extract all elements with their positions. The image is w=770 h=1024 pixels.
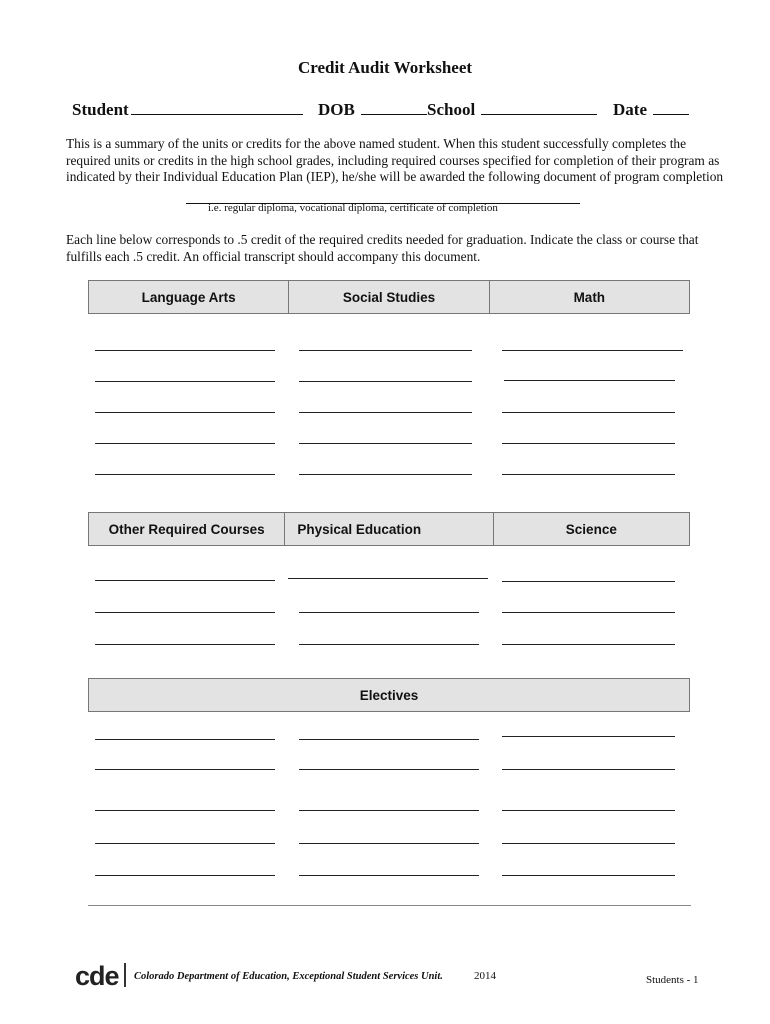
other-required-line[interactable] (95, 580, 275, 581)
language-arts-line[interactable] (95, 474, 275, 475)
page-title: Credit Audit Worksheet (297, 58, 473, 77)
footer-organization: Colorado Department of Education, Exceptional Student Services Unit. (134, 971, 443, 982)
language-arts-header: Language Arts (141, 289, 236, 305)
elective-line[interactable] (299, 739, 479, 740)
intro-paragraph: This is a summary of the units or credits for the above named student. When this student successfully completes the required units or credits in the high school grades, including required courses specified for completion of their program as indicated by their Individual Education Plan (IEP), he/she will be awarded the following document of program completion (66, 136, 724, 185)
dob-field[interactable] (318, 100, 427, 120)
student-label: Student (72, 100, 129, 119)
date-input-line[interactable] (653, 100, 689, 115)
math-line[interactable] (504, 380, 675, 381)
dob-input-line[interactable] (361, 100, 427, 115)
elective-line[interactable] (95, 769, 275, 770)
instructions-paragraph: Each line below corresponds to .5 credit of the required credits needed for graduation. Indicate the class or course that fulfills each .5 credit. An official transcript should accompany this document. (66, 232, 699, 264)
elective-line[interactable] (299, 810, 479, 811)
elective-line[interactable] (502, 875, 675, 876)
electives-header-box (88, 678, 690, 712)
school-field[interactable] (427, 100, 597, 120)
student-field[interactable] (72, 100, 303, 120)
school-label: School (427, 100, 476, 119)
elective-line[interactable] (95, 843, 275, 844)
social-studies-header: Social Studies (288, 281, 488, 313)
math-header: Math (489, 281, 689, 313)
logo-divider (124, 963, 126, 987)
language-arts-line[interactable] (95, 350, 275, 351)
elective-line[interactable] (502, 843, 675, 844)
science-line[interactable] (502, 644, 675, 645)
date-label: Date (613, 100, 647, 119)
elective-line[interactable] (299, 875, 479, 876)
other-required-line[interactable] (95, 644, 275, 645)
page-number: Students - 1 (646, 974, 699, 986)
completion-hint: i.e. regular diploma, vocational diploma, certificate of completion (208, 202, 498, 214)
elective-line[interactable] (502, 810, 675, 811)
footer-year: 2014 (474, 970, 496, 982)
social-studies-line[interactable] (299, 350, 472, 351)
math-line[interactable] (502, 412, 675, 413)
science-line[interactable] (502, 612, 675, 613)
math-line[interactable] (502, 443, 675, 444)
language-arts-line[interactable] (95, 381, 275, 382)
physical-education-line[interactable] (299, 612, 479, 613)
elective-line[interactable] (502, 736, 675, 737)
electives-header: Electives (359, 687, 419, 703)
elective-line[interactable] (95, 810, 275, 811)
social-studies-line[interactable] (299, 381, 472, 382)
other-subjects-header (88, 512, 690, 546)
science-header: Science (493, 513, 689, 545)
elective-line[interactable] (95, 875, 275, 876)
date-field[interactable] (613, 100, 689, 120)
social-studies-line[interactable] (299, 443, 472, 444)
elective-line[interactable] (299, 843, 479, 844)
social-studies-line[interactable] (299, 412, 472, 413)
physical-education-line[interactable] (288, 578, 488, 579)
math-line[interactable] (502, 474, 675, 475)
math-line[interactable] (502, 350, 683, 351)
elective-line[interactable] (95, 739, 275, 740)
other-required-line[interactable] (95, 612, 275, 613)
language-arts-line[interactable] (95, 412, 275, 413)
student-input-line[interactable] (131, 100, 303, 115)
social-studies-line[interactable] (299, 474, 472, 475)
cde-logo: cde (75, 961, 119, 991)
core-subjects-header (88, 280, 690, 314)
school-input-line[interactable] (481, 100, 597, 115)
science-line[interactable] (502, 581, 675, 582)
elective-line[interactable] (299, 769, 479, 770)
elective-line[interactable] (502, 769, 675, 770)
footer-divider (88, 905, 691, 906)
dob-label: DOB (318, 100, 355, 119)
physical-education-header: Physical Education (284, 513, 492, 545)
physical-education-line[interactable] (299, 644, 479, 645)
language-arts-line[interactable] (95, 443, 275, 444)
other-required-courses-header: Other Required Courses (108, 521, 265, 537)
